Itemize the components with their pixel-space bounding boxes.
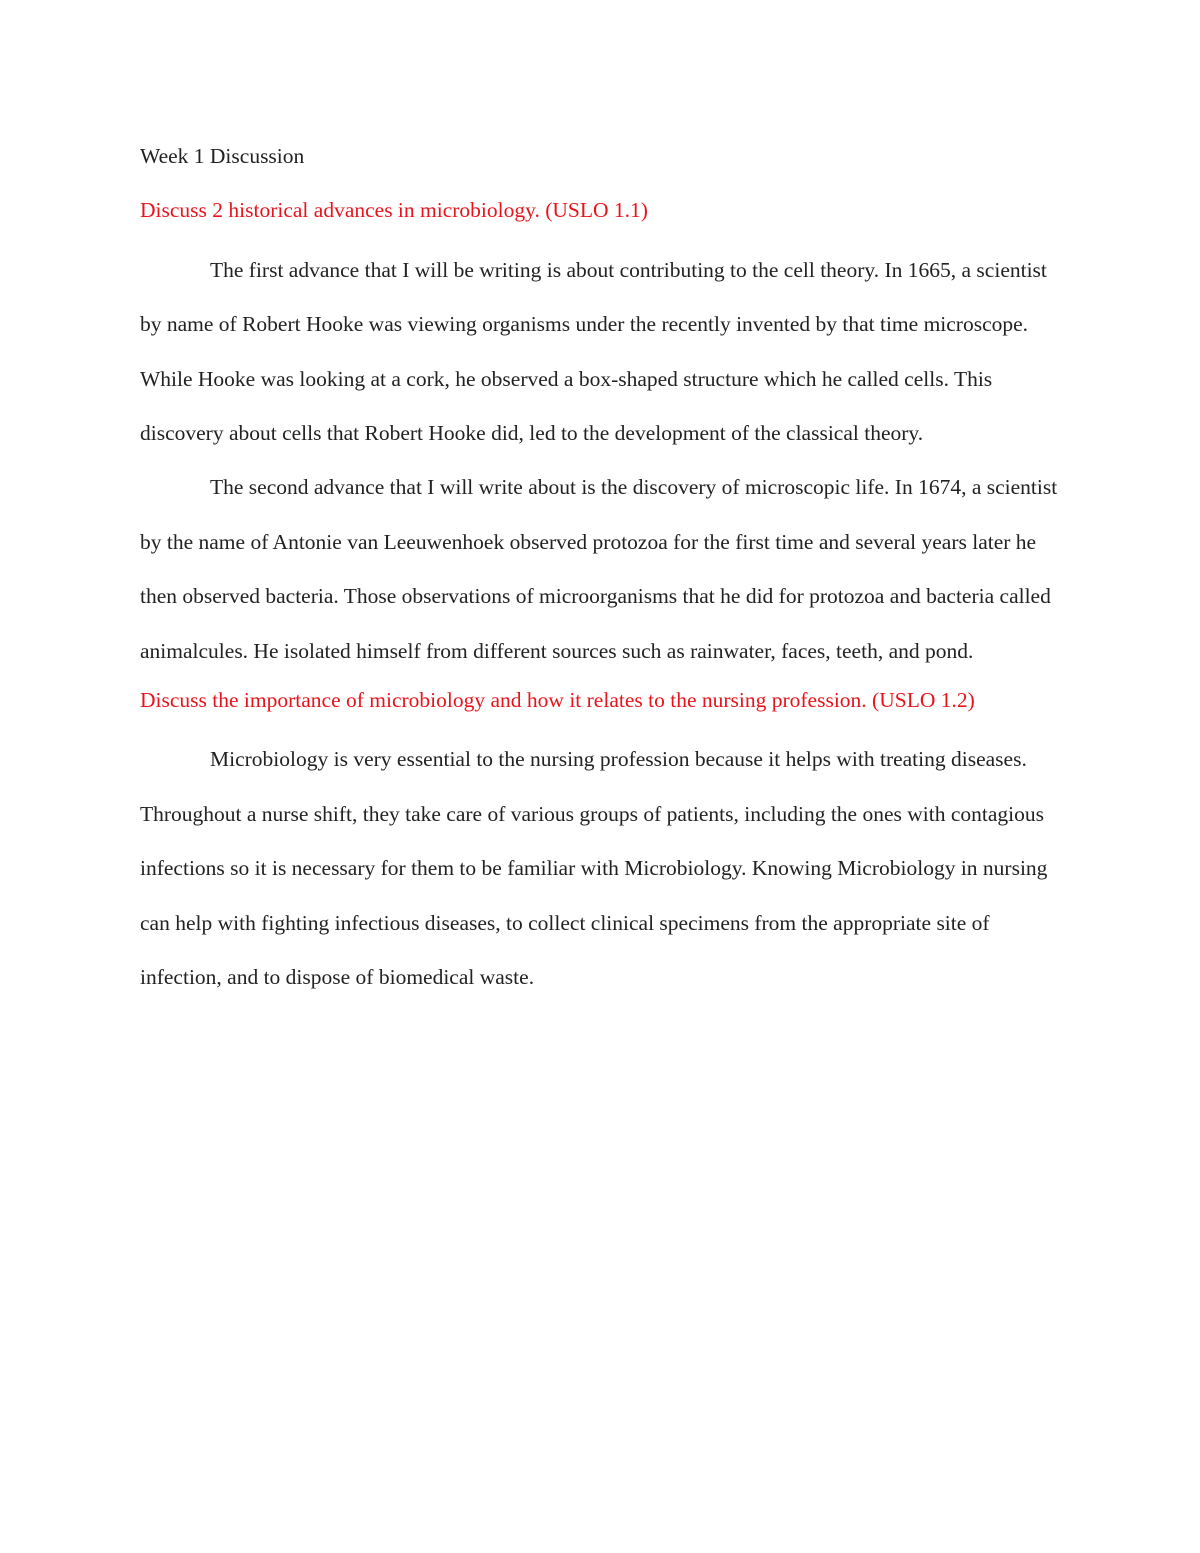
discussion-question-2: Discuss the importance of microbiology and how it relates to the nursing profession. (USLO 1.2) — [140, 688, 975, 713]
answer-paragraph-3: Microbiology is very essential to the nursing profession because it helps with treating diseases. Throughout a nurse shift, they take care of various groups of patients, including the ones with contagious infections so it is necessary for them to be familiar with Microbiology. Knowing Microbiology in nursing can help with fighting infectious diseases, to collect clinical specimens from the appropriate site of infection, and to dispose of biomedical waste. — [140, 747, 1048, 990]
discussion-question-1: Discuss 2 historical advances in microbiology. (USLO 1.1) — [140, 198, 648, 223]
answer-paragraph-1: The first advance that I will be writing is about contributing to the cell theory. In 1665, a scientist by name of Robert Hooke was viewing organisms under the recently invented by that time microscope. While Hooke was looking at a cork, he observed a box-shaped structure which he called cells. This discovery about cells that Robert Hooke did, led to the development of the classical theory. — [140, 257, 1047, 445]
document-title: Week 1 Discussion — [140, 144, 305, 168]
document-body — [140, 134, 1070, 1004]
answer-paragraph-2: The second advance that I will write about is the discovery of microscopic life. In 1674, a scientist by the name of Antonie van Leeuwenhoek observed protozoa for the first time and several years later he then observed bacteria. Those observations of microorganisms that he did for protozoa and bacteria called animalcules. He isolated himself from different sources such as rainwater, faces, teeth, and pond. — [140, 475, 1058, 663]
